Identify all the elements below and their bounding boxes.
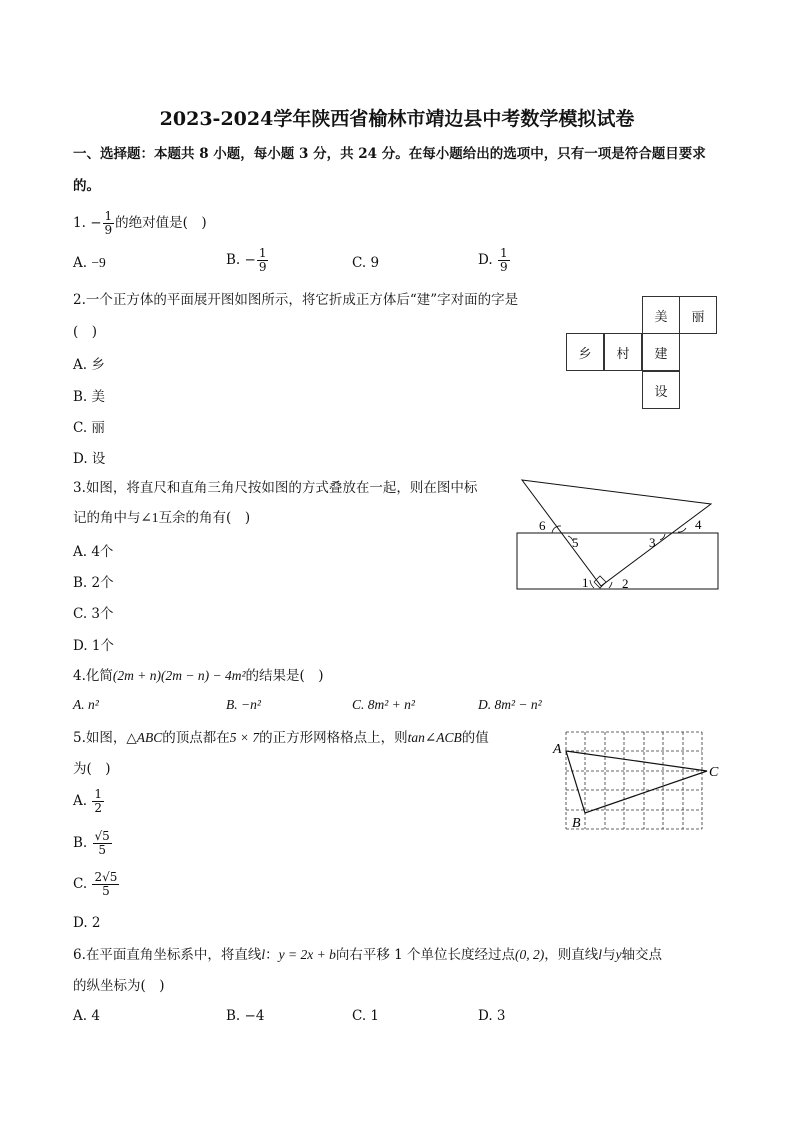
angle-label-5: 5 bbox=[572, 535, 579, 550]
angle-label-3: 3 bbox=[649, 535, 656, 550]
section-heading-cont: 的。 bbox=[73, 178, 100, 194]
q1-option-b[interactable]: B. − $\frac{1}{9}$ bbox=[226, 246, 267, 274]
q5-option-b[interactable]: B. $\frac{√5}{5}$ bbox=[73, 829, 110, 857]
cube-net-figure bbox=[566, 296, 721, 412]
question-6: 6.在平面直角坐标系中，将直线l：y = 2x + b向右平移 1 个单位长度经过点(0, 2)，则直线l与y轴交点 bbox=[73, 947, 663, 963]
q4-option-b[interactable]: B. −n² bbox=[226, 697, 261, 712]
net-cell-she: 设 bbox=[642, 371, 680, 409]
q6-option-c[interactable]: C. 1 bbox=[352, 1008, 380, 1024]
question-2-cont: ( ) bbox=[73, 324, 98, 340]
vertex-label-a: A bbox=[553, 742, 562, 757]
net-cell-xiang: 乡 bbox=[566, 333, 604, 371]
grid-triangle-figure bbox=[550, 727, 725, 832]
angle-label-4: 4 bbox=[695, 517, 702, 532]
q3-option-c[interactable]: C. 3个 bbox=[73, 606, 114, 622]
ruler-triangle-figure bbox=[510, 474, 725, 596]
q5-option-a[interactable]: A. $\frac{1}{2}$ bbox=[73, 787, 102, 815]
angle-label-1: 1 bbox=[582, 575, 589, 590]
angle-label-2: 2 bbox=[622, 576, 629, 591]
exam-title: 2023-2024学年陕西省榆林市靖边县中考数学模拟试卷 bbox=[159, 108, 635, 130]
q3-option-d[interactable]: D. 1个 bbox=[73, 638, 115, 654]
q2-option-a[interactable]: A. 乡 bbox=[73, 357, 105, 373]
question-1: 1. − $\frac{1}{9}$ 的绝对值是( ) bbox=[73, 209, 207, 237]
vertex-label-c: C bbox=[709, 765, 719, 780]
ruler-shape bbox=[517, 533, 718, 589]
question-5: 5.如图，△ABC的顶点都在5 × 7的正方形网格格点上，则tan∠ACB的值 bbox=[73, 730, 489, 746]
q4-option-c[interactable]: C. 8m² + n² bbox=[352, 697, 415, 712]
angle-label-6: 6 bbox=[539, 518, 546, 533]
q2-option-d[interactable]: D. 设 bbox=[73, 451, 106, 467]
q3-option-a[interactable]: A. 4个 bbox=[73, 544, 114, 560]
q1-option-a[interactable]: A. −9 bbox=[73, 255, 106, 271]
q4-option-d[interactable]: D. 8m² − n² bbox=[478, 697, 542, 712]
q6-option-d[interactable]: D. 3 bbox=[478, 1008, 506, 1024]
q3-option-b[interactable]: B. 2个 bbox=[73, 575, 114, 591]
net-cell-li: 丽 bbox=[679, 296, 717, 334]
dashed-grid bbox=[566, 732, 702, 829]
right-angle-mark bbox=[594, 576, 606, 588]
q2-option-c[interactable]: C. 丽 bbox=[73, 420, 105, 436]
q1-fraction: $\frac{1}{9}$ bbox=[104, 209, 113, 237]
q4-option-a[interactable]: A. n² bbox=[73, 697, 99, 712]
vertex-label-b: B bbox=[572, 816, 581, 831]
q1-option-d[interactable]: D. $\frac{1}{9}$ bbox=[478, 246, 508, 274]
q5-option-d[interactable]: D. 2 bbox=[73, 915, 101, 931]
net-cell-mei: 美 bbox=[642, 296, 680, 334]
question-3: 3.如图，将直尺和直角三角尺按如图的方式叠放在一起，则在图中标 bbox=[73, 480, 478, 496]
net-cell-jian: 建 bbox=[642, 333, 680, 371]
triangle-abc bbox=[566, 751, 707, 813]
question-5-cont: 为( ) bbox=[73, 761, 111, 777]
q1-option-c[interactable]: C. 9 bbox=[352, 255, 380, 271]
net-cell-cun: 村 bbox=[604, 333, 642, 371]
q6-option-a[interactable]: A. 4 bbox=[73, 1008, 100, 1024]
question-4: 4.化简(2m + n)(2m − n) − 4m²的结果是( ) bbox=[73, 668, 324, 684]
question-2: 2.一个正方体的平面展开图如图所示，将它折成正方体后“建”字对面的字是 bbox=[73, 292, 519, 308]
question-3-cont: 记的角中与∠1互余的角有( ) bbox=[73, 510, 251, 526]
q5-option-c[interactable]: C. $\frac{2√5}{5}$ bbox=[73, 870, 118, 898]
q6-option-b[interactable]: B. −4 bbox=[226, 1008, 265, 1024]
q2-option-b[interactable]: B. 美 bbox=[73, 389, 106, 405]
section-heading: 一、选择题：本题共 8 小题，每小题 3 分，共 24 分。在每小题给出的选项中，只有一项是符合题目要求 bbox=[73, 146, 706, 162]
question-6-cont: 的纵坐标为( ) bbox=[73, 978, 165, 994]
